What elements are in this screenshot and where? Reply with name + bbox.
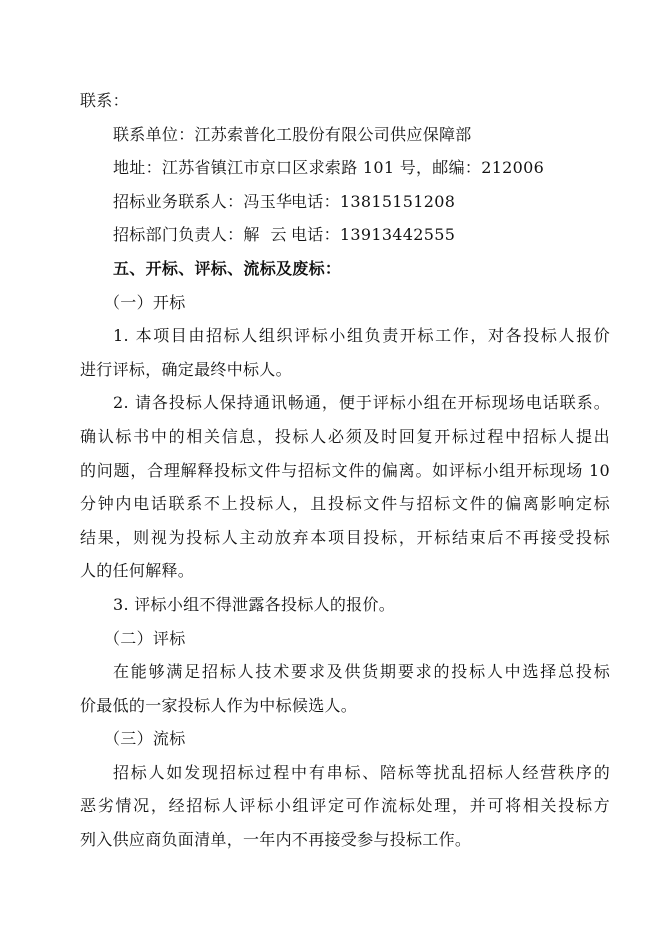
- subsection-opening-title: （一）开标: [104, 292, 186, 312]
- subsection-failed-bid-title: （三）流标: [104, 729, 186, 749]
- opening-item2-line5: 结果，则视为投标人主动放弃本项目投标，开标结束后不再接受投标: [80, 527, 610, 547]
- opening-item1-line1: 1. 本项目由招标人组织评标小组负责开标工作，对各投标人报价: [113, 326, 610, 346]
- dept-head-row: [80, 218, 610, 252]
- contact-heading: 联系：: [80, 91, 129, 110]
- business-contact-row: [80, 185, 610, 219]
- opening-item2-line6: 人的任何解释。: [80, 561, 195, 581]
- contact-unit: 联系单位：江苏索普化工股份有限公司供应保障部: [113, 124, 472, 144]
- contact-address: 地址：江苏省镇江市京口区求索路 101 号，邮编：212006: [113, 158, 545, 178]
- section-title: 五、开标、评标、流标及废标：: [113, 258, 342, 278]
- opening-item1-line2: 进行评标，确定最终中标人。: [80, 359, 292, 379]
- business-contact-phone: 电话：13815151208: [291, 191, 456, 211]
- opening-item2-line3: 的问题，合理解释投标文件与招标文件的偏离。如评标小组开标现场 10: [80, 460, 610, 480]
- subsection-evaluation-title: （二）评标: [104, 628, 186, 648]
- failed-bid-line1: 招标人如发现招标过程中有串标、陪标等扰乱招标人经营秩序的: [113, 762, 610, 782]
- business-contact-name: 招标业务联系人：冯玉华: [113, 191, 293, 211]
- dept-head-name: 招标部门负责人：解 云: [113, 225, 287, 245]
- evaluation-line2: 价最低的一家投标人作为中标候选人。: [80, 695, 358, 715]
- opening-item2-line1: 2. 请各投标人保持通讯畅通，便于评标小组在开标现场电话联系。: [113, 393, 610, 413]
- failed-bid-line3: 列入供应商负面清单，一年内不再接受参与投标工作。: [80, 830, 472, 850]
- document-page: [80, 84, 610, 857]
- failed-bid-line2: 恶劣情况，经招标人评标小组评定可作流标处理，并可将相关投标方: [80, 796, 610, 816]
- opening-item2-line2: 确认标书中的相关信息，投标人必须及时回复开标过程中招标人提出: [80, 426, 610, 446]
- dept-head-phone: 电话：13913442555: [291, 225, 456, 245]
- opening-item3: 3. 评标小组不得泄露各投标人的报价。: [113, 594, 396, 614]
- evaluation-line1: 在能够满足招标人技术要求及供货期要求的投标人中选择总投标: [113, 662, 610, 682]
- opening-item2-line4: 分钟内电话联系不上投标人，且投标文件与招标文件的偏离影响定标: [80, 494, 610, 514]
